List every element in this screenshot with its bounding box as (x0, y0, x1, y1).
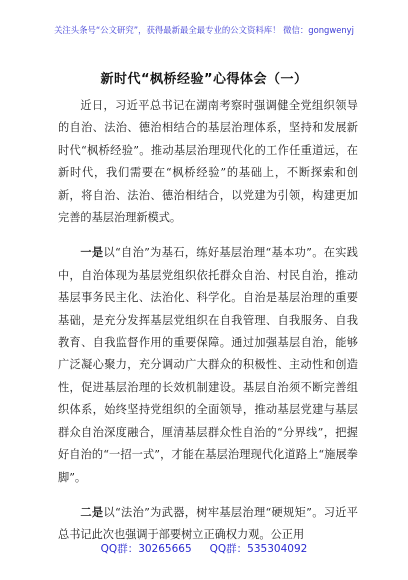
paragraph-intro (58, 94, 358, 229)
paragraph-lead: 一是 (80, 245, 104, 260)
document-title: 新时代“枫桥经验”心得体会（一） (100, 72, 308, 87)
paragraph-text: 以“自治”为基石，练好基层治理“基本功”。在实践中，自治体现为基层党组织依托群众自治、村民自治，推动基层事务民主化、法治化、科学化。自治是基层治理的重要基础，是充分发挥基层党组织在自我管理、自我服务、自我教育、自我监督作用的重要保障。通过加强基层自治，能够广泛凝心聚力，充分调动广大群众的积极性、主动性和创造性，促进基层治理的长效机制建设。基层自治须不断完善组织体系，始终坚持党组织的全面领导，推动基层党建与基层群众自治深度融合，厘清基层群众性自治的“分界线”，把握好自治的“一招一式”，才能在基层治理现代化道路上“施展拳脚”。 (58, 246, 358, 484)
paragraph-point-two (58, 501, 358, 547)
document-body (58, 94, 358, 559)
paragraph-text: 近日，习近平总书记在湖南考察时强调健全党组织领导的自治、法治、德治相结合的基层治理体系，坚持和发展新时代“枫桥经验”。推动基层治理现代化的工作任重道远，在新时代，我们需要在“枫桥经验”的基础上，不断探索和创新，将自治、法治、德治相结合，以党建为引领，构建更加完善的基层治理新模式。 (58, 99, 358, 225)
paragraph-lead: 二是 (80, 504, 104, 519)
paragraph-point-one (58, 241, 358, 488)
qq-group-2: QQ群：535304092 (209, 543, 308, 555)
header-banner: 关注头条号“公文研究”，获得最新最全最专业的公文资料库！ 微信：gongwenyj (54, 25, 354, 35)
qq-group-1: QQ群：30265665 (100, 543, 192, 555)
footer-contact (0, 541, 408, 556)
paragraph-text: 以“法治”为武器，树牢基层治理“硬规矩”。习近平总书记此次也强调于部要树立正确权力观。公正用 (58, 505, 358, 542)
